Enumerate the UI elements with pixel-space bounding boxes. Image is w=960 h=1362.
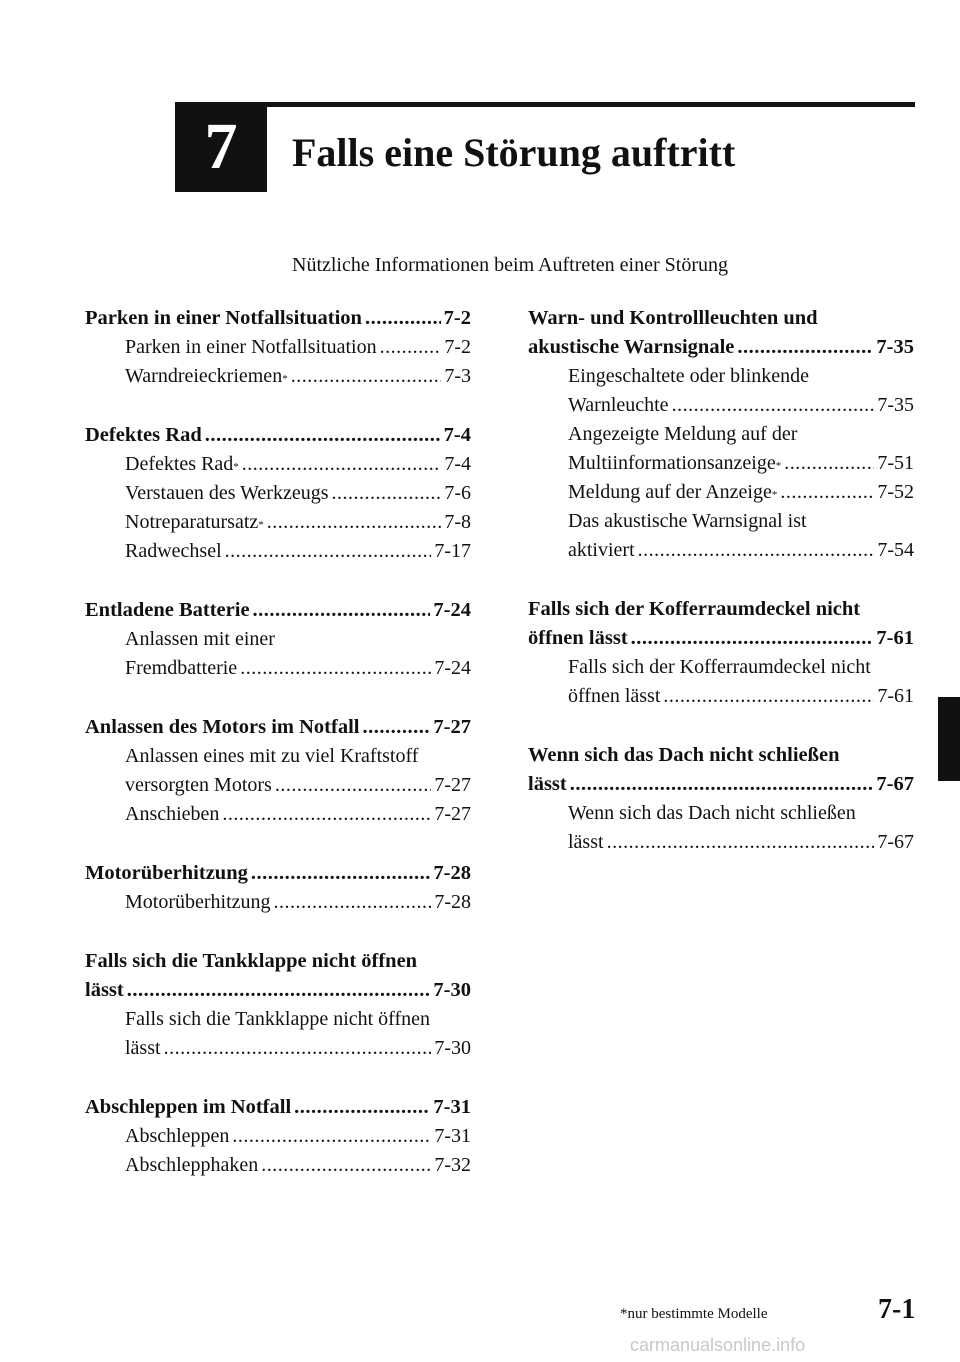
toc-section-notfall [85,304,471,391]
toc-section-abschleppen [85,1093,471,1180]
toc-section-batterie [85,596,471,683]
toc-section-hitze [85,859,471,917]
toc-entry-text: Fremdbatterie [125,657,238,679]
page-ref: 7-2 [443,307,471,329]
toc-entry[interactable]: Defektes Rad * ..... 7-4 [85,450,471,479]
footnote: *nur bestimmte Modelle [620,1306,768,1322]
dot-leader [737,333,873,362]
dot-leader [205,421,441,450]
page-ref: 7-35 [877,394,914,416]
toc-section-title[interactable] [85,596,471,625]
toc-section-anlassen [85,713,471,829]
dot-leader [261,1151,431,1180]
dot-leader [291,362,442,391]
toc-entry[interactable] [85,742,471,771]
page-ref: 7-2 [444,336,471,358]
page-ref: 7-54 [877,539,914,561]
toc-section-title[interactable] [528,770,914,799]
toc-entry-text: Warnleuchte [568,394,669,416]
toc-entry[interactable] [85,537,471,566]
toc-section-title-text: Entladene Batterie [85,599,250,621]
page-ref: 7-52 [877,481,914,503]
toc-section-title[interactable] [85,421,471,450]
toc-entry-text: lässt [125,1037,161,1059]
toc-entry-text: Wenn sich das Dach nicht schließen [568,802,856,824]
toc-section-dach [528,741,914,857]
toc-entry[interactable] [528,420,914,449]
toc-entry[interactable] [528,799,914,828]
dot-leader [607,828,875,857]
dot-leader [294,1093,430,1122]
page-ref: 7-4 [444,453,471,475]
toc-section-koffer [528,595,914,711]
dot-leader [222,800,431,829]
toc-entry[interactable] [85,771,471,800]
toc-entry[interactable] [85,800,471,829]
page-ref: 7-31 [434,1125,471,1147]
toc-section-title[interactable] [528,333,914,362]
toc-section-title-text: Motorüberhitzung [85,862,248,884]
page-number: 7-1 [878,1294,916,1325]
toc-entry[interactable] [85,654,471,683]
toc-section-title[interactable] [528,304,914,333]
toc-entry-text: Falls sich der Kofferraumdeckel nicht [568,656,871,678]
dot-leader [251,859,431,888]
toc-entry[interactable] [85,479,471,508]
toc-entry[interactable] [85,1034,471,1063]
toc-entry-text: Anlassen mit einer [125,628,275,650]
page-ref: 7-51 [877,452,914,474]
page-ref: 7-8 [444,511,471,533]
toc-entry-text: Eingeschaltete oder blinkende [568,365,810,387]
page-ref: 7-4 [443,424,471,446]
toc-section-title-text: Falls sich der Kofferraumdeckel nicht [528,598,861,620]
toc-entry[interactable] [85,1151,471,1180]
page-ref: 7-61 [876,627,914,649]
toc-entry-text: versorgten Motors [125,774,272,796]
toc-entry-text: Anschieben [125,803,220,825]
toc-entry-text: Anlassen eines mit zu viel Kraftstoff [125,745,419,767]
toc-section-title-text: lässt [528,773,567,795]
page-ref: 7-27 [434,803,471,825]
toc-entry[interactable] [528,682,914,711]
dot-leader [164,1034,432,1063]
dot-leader [242,450,442,479]
page-ref: 7-28 [434,891,471,913]
toc-entry[interactable]: Notreparatursatz * ..... 7-8 [85,508,471,537]
toc-entry-text: Falls sich die Tankklappe nicht öffnen [125,1008,431,1030]
page-ref: 7-17 [434,540,471,562]
dot-leader [275,771,431,800]
toc-entry-text: öffnen lässt [568,685,661,707]
dot-leader [127,976,431,1005]
chapter-number-box: 7 [175,102,267,192]
dot-leader [780,478,874,507]
toc-column-left [85,304,471,1210]
toc-section-title[interactable] [528,741,914,770]
page-ref: 7-24 [433,599,471,621]
page-ref: 7-32 [434,1154,471,1176]
toc-entry-text: Warndreieckriemen [125,365,283,387]
chapter-title: Falls eine Störung auftritt [292,130,736,175]
toc-section-title[interactable] [85,976,471,1005]
toc-section-title[interactable] [85,1093,471,1122]
dot-leader [631,624,874,653]
toc-section-title[interactable] [528,624,914,653]
toc-section-title[interactable] [85,304,471,333]
toc-section-title-text: Anlassen des Motors im Notfall [85,716,360,738]
toc-entry-text: aktiviert [568,539,635,561]
header-rule [175,102,915,107]
page-ref: 7-61 [877,685,914,707]
toc-entry-text: Radwechsel [125,540,222,562]
watermark: carmanualsonline.info [630,1335,806,1355]
toc-entry[interactable] [528,536,914,565]
toc-entry[interactable] [85,1005,471,1034]
page-ref: 7-30 [433,979,471,1001]
toc-entry-text: Multiinformationsanzeige [568,452,776,474]
dot-leader [274,888,432,917]
toc-entry-text: Das akustische Warnsignal ist [568,510,807,532]
toc-entry-text: Defektes Rad [125,453,234,475]
toc-section-title-text: Wenn sich das Dach nicht schließen [528,744,840,766]
chapter-subtitle: Nützliche Informationen beim Auftreten einer Störung [292,254,728,276]
toc-entry[interactable] [528,391,914,420]
dot-leader [253,596,431,625]
toc-entry-text: Parken in einer Notfallsituation [125,336,377,358]
toc-section-warn [528,304,914,565]
toc-entry-text: Verstauen des Werkzeugs [125,482,329,504]
toc-entry[interactable] [528,828,914,857]
dot-leader [380,333,442,362]
toc-section-title-text: lässt [85,979,124,1001]
toc-section-title[interactable] [85,947,471,976]
toc-entry-text: Abschleppen [125,1125,230,1147]
dot-leader [638,536,875,565]
dot-leader [332,479,442,508]
chapter-edge-tab [938,697,960,781]
dot-leader [663,682,874,711]
toc-entry[interactable] [85,333,471,362]
toc-section-title[interactable] [85,713,471,742]
dot-leader [225,537,432,566]
toc-section-title-text: öffnen lässt [528,627,628,649]
dot-leader [362,713,430,742]
page-ref: 7-67 [877,831,914,853]
toc-entry[interactable] [528,653,914,682]
toc-entry-text: lässt [568,831,604,853]
page-ref: 7-24 [434,657,471,679]
toc-entry[interactable]: Multiinformationsanzeige * ..... 7-51 [528,449,914,478]
toc-section-title-text: Defektes Rad [85,424,202,446]
dot-leader [267,508,442,537]
dot-leader [240,654,431,683]
page-ref: 7-28 [433,862,471,884]
toc-section-title[interactable] [528,595,914,624]
toc-entry[interactable] [85,1122,471,1151]
toc-section-title-text: akustische Warnsignale [528,336,735,358]
toc-column-right [528,304,914,887]
dot-leader [672,391,875,420]
toc-entry-text: Motorüberhitzung [125,891,271,913]
toc-entry-text: Abschlepphaken [125,1154,259,1176]
dot-leader [784,449,874,478]
page-ref: 7-3 [444,365,471,387]
toc-entry[interactable] [528,362,914,391]
toc-entry-text: Meldung auf der Anzeige [568,481,772,503]
toc-entry-text: Notreparatursatz [125,511,259,533]
dot-leader [570,770,874,799]
toc-section-title[interactable] [85,859,471,888]
toc-entry-text: Angezeigte Meldung auf der [568,423,798,445]
page-ref: 7-30 [434,1037,471,1059]
dot-leader [365,304,441,333]
toc-entry[interactable] [528,507,914,536]
dot-leader [232,1122,431,1151]
toc-section-rad [85,421,471,566]
toc-entry[interactable]: Warndreieckriemen * ..... 7-3 [85,362,471,391]
toc-section-title-text: Parken in einer Notfallsituation [85,307,362,329]
toc-section-tank [85,947,471,1063]
toc-section-title-text: Warn- und Kontrollleuchten und [528,307,818,329]
toc-section-title-text: Abschleppen im Notfall [85,1096,292,1118]
page-ref: 7-35 [876,336,914,358]
toc-entry[interactable] [85,888,471,917]
toc-entry[interactable]: Meldung auf der Anzeige * ..... 7-52 [528,478,914,507]
toc-section-title-text: Falls sich die Tankklappe nicht öffnen [85,950,418,972]
page-ref: 7-67 [876,773,914,795]
page-ref: 7-27 [433,716,471,738]
page-ref: 7-27 [434,774,471,796]
page-ref: 7-6 [444,482,471,504]
toc-entry[interactable] [85,625,471,654]
page-ref: 7-31 [433,1096,471,1118]
